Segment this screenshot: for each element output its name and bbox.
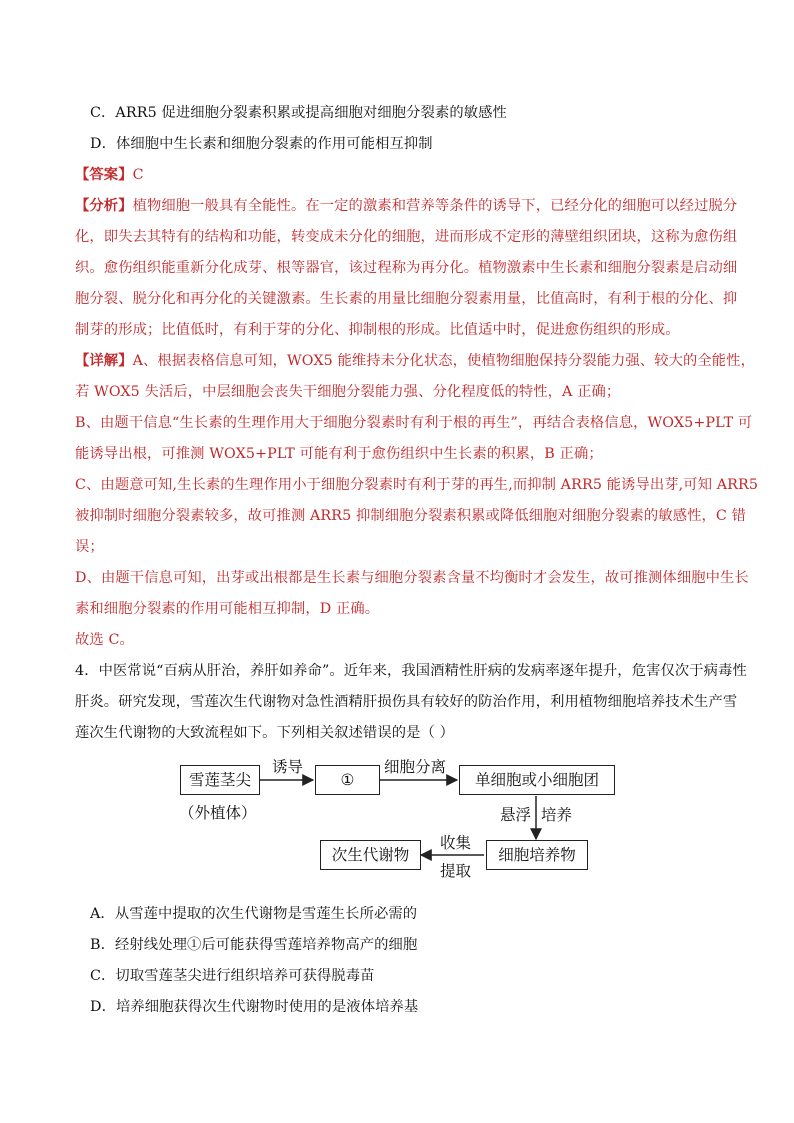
analysis-block	[75, 191, 738, 346]
prev-option-d: D．体细胞中生长素和细胞分裂素的作用可能相互抑制	[90, 136, 433, 152]
analysis-line: 胞分裂、脱分化和再分化的关键激素。生长素的用量比细胞分裂素用量，比值高时，有利于根的分化、抑	[75, 291, 738, 307]
answer-value: C	[132, 167, 144, 183]
question-stem-line: 肝炎。研究发现，雪莲次生代谢物对急性酒精肝损伤具有较好的防治作用，利用植物细胞培养技术生产雪	[75, 694, 738, 710]
analysis-line: 化，即失去其特有的结构和功能，转变成未分化的细胞，进而形成不定形的薄壁组织团块，这称为愈伤组	[75, 229, 738, 245]
box-step1: ①	[315, 765, 380, 795]
label-induce: 诱导	[272, 758, 304, 776]
label-separate: 细胞分离	[384, 758, 447, 776]
detail-line: D、由题干信息可知，出芽或出根都是生长素与细胞分裂素含量不均衡时才会发生，故可推测体细胞中生长	[75, 570, 749, 586]
detail-line: 素和细胞分裂素的作用可能相互抑制，D 正确。	[75, 601, 380, 617]
analysis-text: 植物细胞一般具有全能性。在一定的激素和营养等条件的诱导下，已经分化的细胞可以经过脱分	[132, 198, 738, 214]
analysis-label: 【分析】	[75, 198, 133, 214]
box-cells: 单细胞或小细胞团	[459, 765, 615, 795]
analysis-line: 织。愈伤组织能重新分化成芽、根等器官，该过程称为再分化。植物激素中生长素和细胞分裂素是启动细	[75, 260, 738, 276]
detail-line: 误；	[75, 539, 104, 555]
detail-line	[75, 346, 755, 377]
box-explant: 雪莲茎尖	[180, 765, 260, 795]
detail-line: 故选 C。	[75, 632, 134, 648]
analysis-line: 制芽的形成；比值低时，有利于芽的分化、抑制根的形成。比值适中时，促进愈伤组织的形成。	[75, 322, 680, 338]
detail-line: 被抑制时细胞分裂素较多，故可推测 ARR5 抑制细胞分裂素积累或降低细胞对细胞分裂素的敏感性，C 错	[75, 508, 746, 524]
document-page	[75, 98, 759, 1023]
question-4	[75, 656, 747, 1023]
label-collect: 收集	[440, 834, 472, 852]
detail-block	[75, 346, 759, 656]
analysis-line	[75, 191, 738, 222]
question-stem-line: 4．中医常说“百病从肝治，养肝如养命”。近年来，我国酒精性肝病的发病率逐年提升，危害仅次于病毒性	[75, 663, 747, 679]
label-explant-note: （外植体）	[179, 804, 257, 822]
label-extract: 提取	[440, 862, 472, 880]
label-suspend: 悬浮	[500, 806, 532, 824]
detail-line: B、由题干信息“生长素的生理作用大于细胞分裂素时有利于根的再生”，再结合表格信息，WOX5+PLT 可	[75, 415, 753, 431]
answer-line	[75, 160, 723, 191]
flow-diagram	[75, 755, 723, 895]
label-culture: 培养	[541, 806, 573, 824]
question-stem-line: 莲次生代谢物的大致流程如下。下列相关叙述错误的是（ ）	[75, 725, 454, 741]
option-a: A．从雪莲中提取的次生代谢物是雪莲生长所必需的	[90, 906, 418, 922]
option-c: C．切取雪莲茎尖进行组织培养可获得脱毒苗	[90, 968, 375, 984]
detail-text: A、根据表格信息可知，WOX5 能维持未分化状态，使植物细胞保持分裂能力强、较大的全能性，	[132, 353, 755, 369]
option-b: B．经射线处理①后可能获得雪莲培养物高产的细胞	[90, 937, 418, 953]
detail-line: 若 WOX5 失活后，中层细胞会丧失干细胞分裂能力强、分化程度低的特性，A 正确；	[75, 384, 621, 400]
box-culture: 细胞培养物	[486, 840, 588, 870]
detail-line: 能诱导出根，可推测 WOX5+PLT 可能有利于愈伤组织中生长素的积累，B 正确；	[75, 446, 603, 462]
prev-option-c: C．ARR5 促进细胞分裂素积累或提高细胞对细胞分裂素的敏感性	[90, 105, 507, 121]
answer-label: 【答案】	[75, 167, 133, 183]
detail-line: C、由题意可知,生长素的生理作用小于细胞分裂素时有利于芽的再生,而抑制 ARR5 能诱导出芽,可知 ARR5	[75, 477, 759, 493]
option-d: D．培养细胞获得次生代谢物时使用的是液体培养基	[90, 999, 419, 1015]
box-metabolite: 次生代谢物	[320, 840, 421, 870]
detail-label: 【详解】	[75, 353, 133, 369]
